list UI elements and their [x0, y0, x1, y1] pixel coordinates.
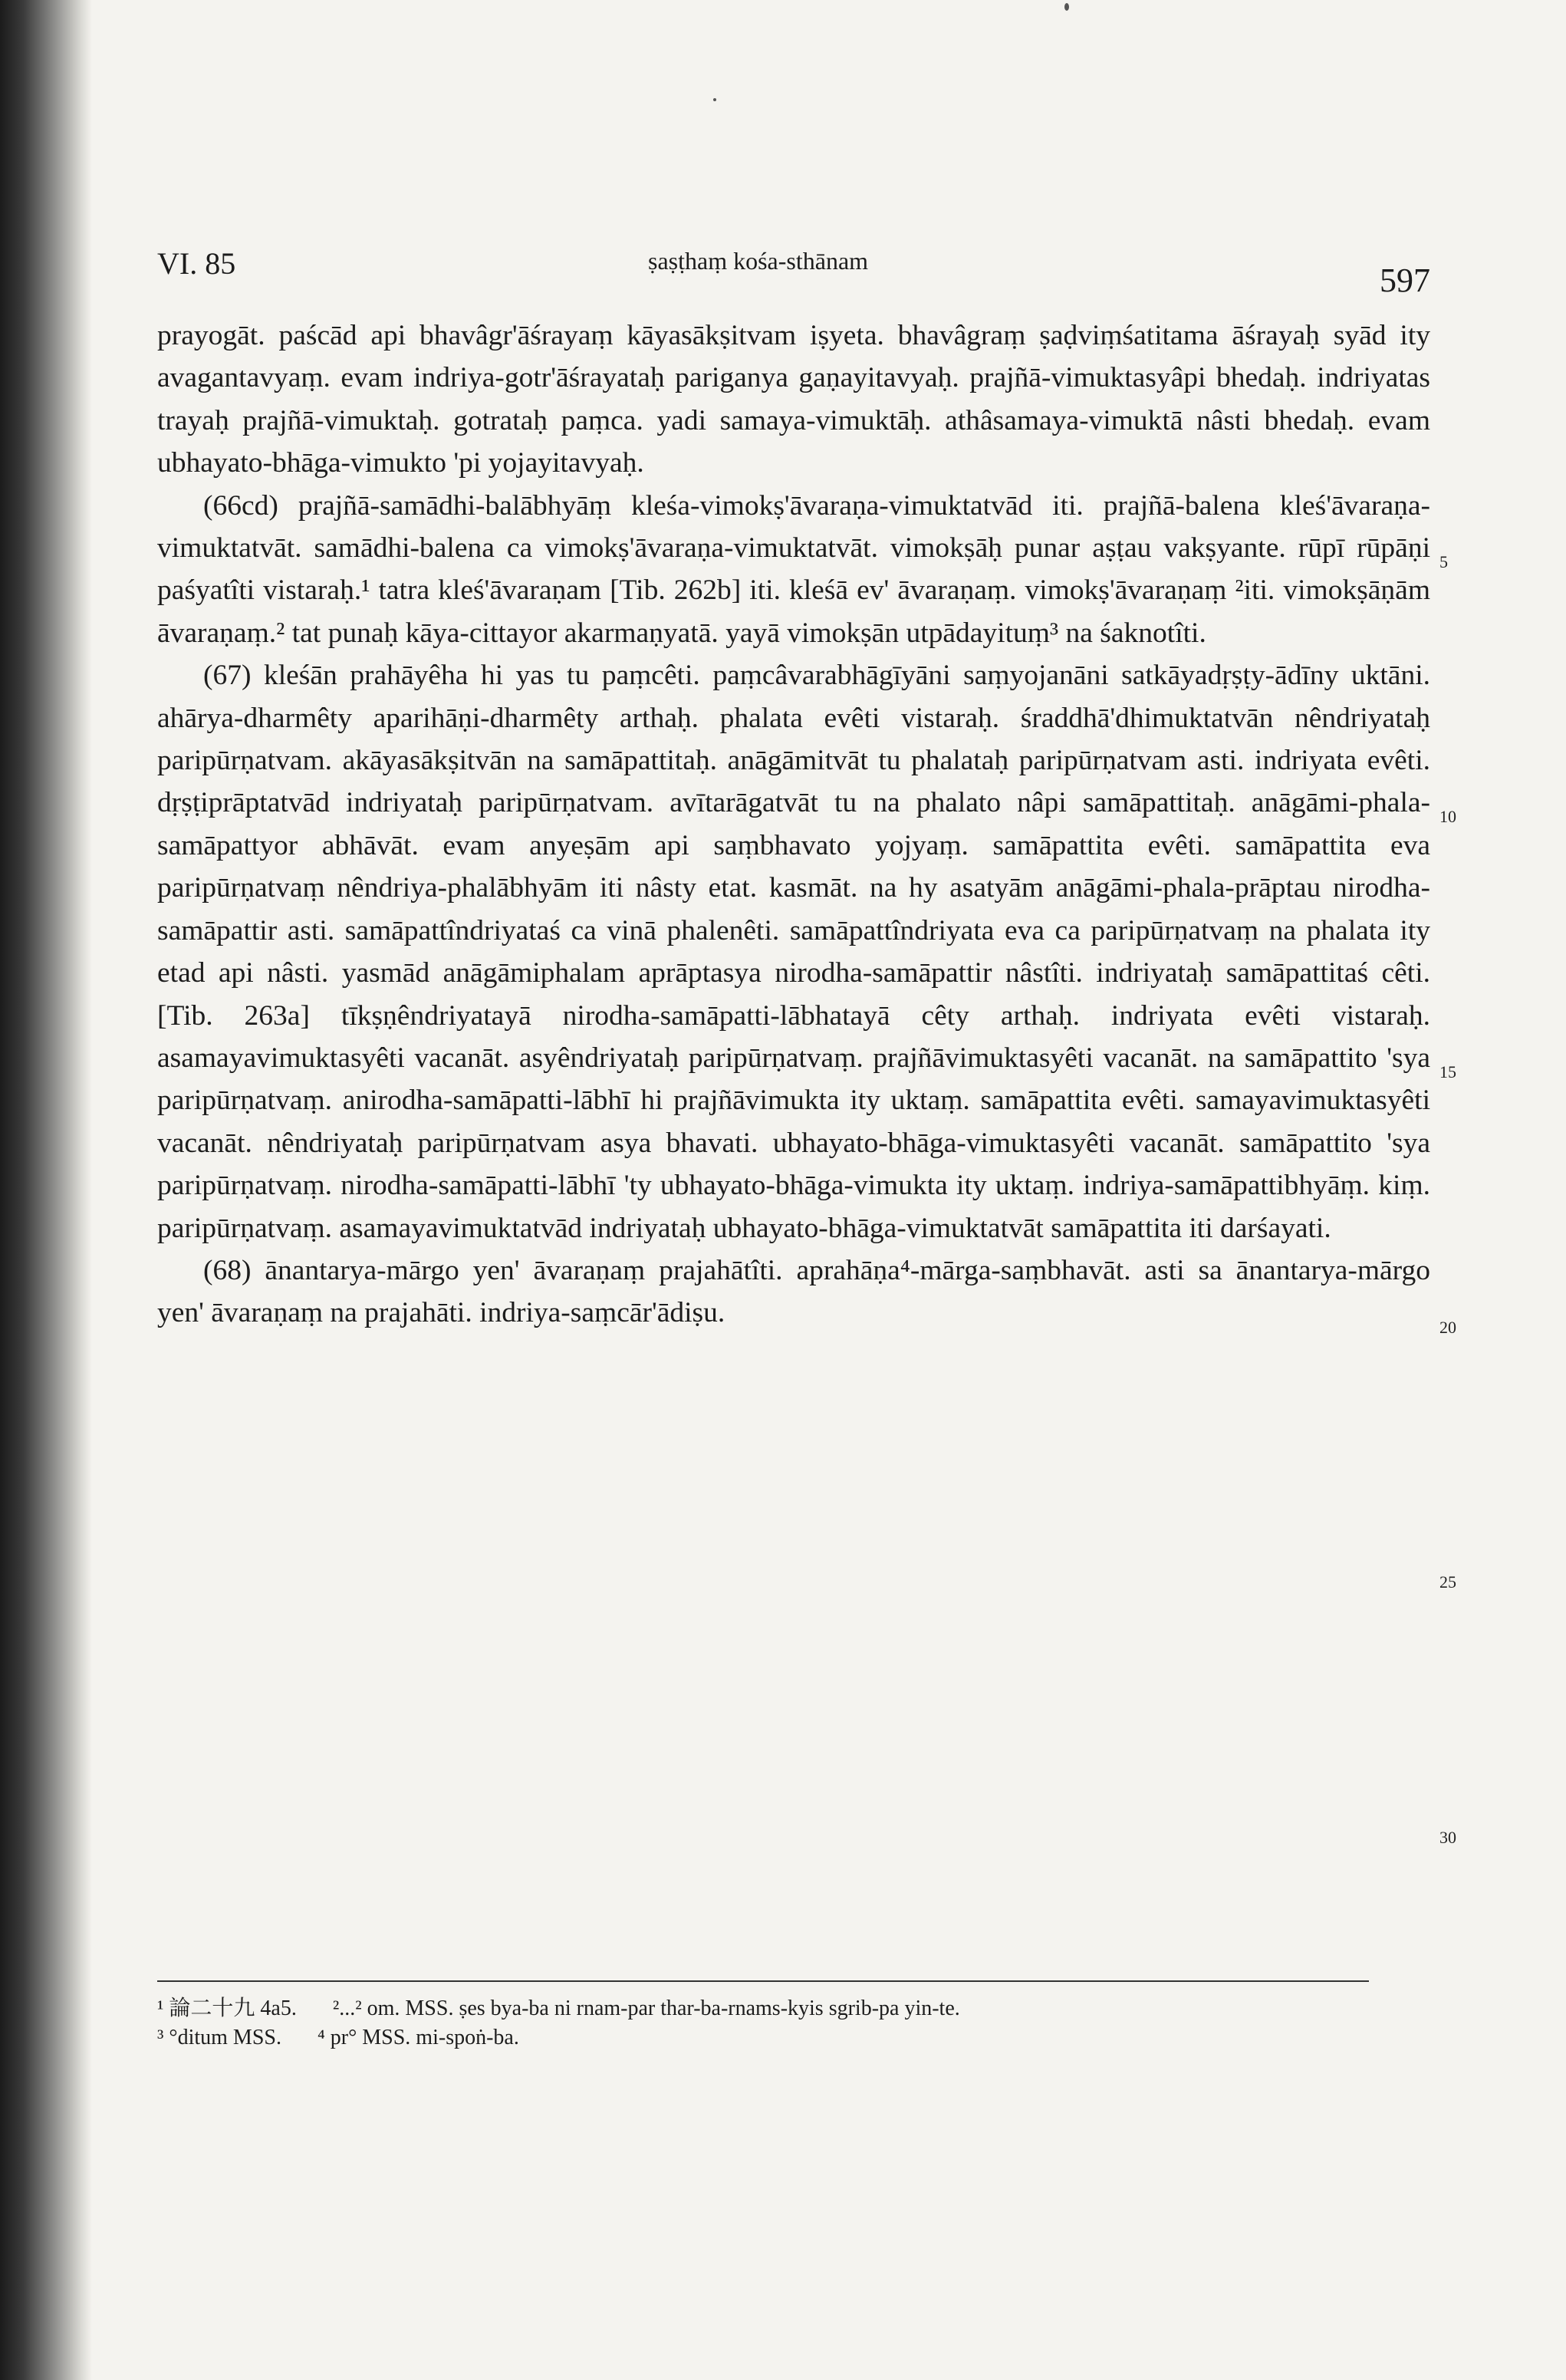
paragraph-66cd: (66cd) prajñā-samādhi-balābhyāṃ kleśa-vimokṣ'āvaraṇa-vimuktatvād iti. prajñā-balena kleś'āvaraṇa-vimuktatvāt. samādhi-balena ca vimokṣ'āvaraṇa-vimuktatvāt. vimokṣāḥ punar aṣṭau vakṣyante. rūpī rūpāṇi paśyatîti vistaraḥ.¹ tatra kleś'āvaraṇam [Tib. 262b] iti. kleśā ev' āvaraṇaṃ. vimokṣ'āvaraṇaṃ ²iti. vimokṣāṇām āvaraṇaṃ.² tat punaḥ kāya-cittayor akarmaṇyatā. yayā vimokṣān utpādayituṃ³ na śaknotîti. — [157, 489, 1430, 649]
page-number: 597 — [1380, 262, 1430, 299]
footnotes — [157, 1994, 1430, 2052]
paragraph-1: prayogāt. paścād api bhavâgr'āśrayaṃ kāyasākṣitvam iṣyeta. bhavâgraṃ ṣaḍviṃśatitama āśrayaḥ syād ity avagantavyaṃ. evam indriya-gotr'āśrayataḥ pariganya gaṇayitavyaḥ. prajñā-vimuktasyâpi bhedaḥ. indriyatas trayaḥ prajñā-vimuktaḥ. gotrataḥ paṃca. yadi samaya-vimuktāḥ. athâsamaya-vimuktā nâsti bhedaḥ. evam ubhayato-bhāga-vimukto 'pi yojayitavyaḥ. — [157, 320, 1430, 479]
line-number: 10 — [1439, 807, 1456, 826]
footnote-row — [157, 2023, 1430, 2052]
line-number: 25 — [1439, 1572, 1456, 1592]
footnote-4: ⁴ pr° MSS. mi-spoṅ-ba. — [317, 2026, 519, 2049]
footnote-1: ¹ 論二十九 4a5. — [157, 1997, 297, 2020]
paragraph-67: (67) kleśān prahāyêha hi yas tu paṃcêti. paṃcâvarabhāgīyāni saṃyojanāni satkāyadṛṣṭy-ādīny uktāni. ahārya-dharmêty aparihāṇi-dharmêty arthaḥ. phalata evêti vistaraḥ. śraddhā'dhimuktatvān nêndriyataḥ paripūrṇatvam. akāyasākṣitvān na samāpattitaḥ. anāgāmitvāt tu phalataḥ paripūrṇatvam asti. indriyata evêti. dṛṣṭiprāptatvād indriyataḥ paripūrṇatvam. avītarāgatvāt tu na phalato nâpi samāpattitaḥ. anāgāmi-phala-samāpattyor abhāvāt. evam anyeṣām api saṃbhavato yojyaṃ. samāpattita evêti. samāpattita eva paripūrṇatvaṃ nêndriya-phalābhyām iti nâsty etat. kasmāt. na hy asatyām anāgāmi-phala-prāptau nirodha-samāpattir asti. samāpattîndriyataś ca vinā phalenêti. samāpattîndriyata eva ca paripūrṇatvaṃ na phalata ity etad api nâsti. yasmād anāgāmiphalam aprāptasya nirodha-samāpattir nâstîti. indriyataḥ samāpattitaś cêti. [Tib. 263a] tīkṣṇêndriyatayā nirodha-samāpatti-lābhatayā cêty arthaḥ. indriyata evêti vistaraḥ. asamayavimuktasyêti vacanāt. asyêndriyataḥ paripūrṇatvaṃ. prajñāvimuktasyêti vacanāt. na samāpattito 'sya paripūrṇatvaṃ. anirodha-samāpatti-lābhī hi prajñāvimukta ity uktaṃ. samāpattita evêti. samayavimuktasyêti vacanāt. nêndriyataḥ paripūrṇatvam asya bhavati. ubhayato-bhāga-vimuktasyêti vacanāt. samāpattito 'sya paripūrṇatvaṃ. nirodha-samāpatti-lābhī 'ty ubhayato-bhāga-vimukta ity uktaṃ. indriya-samāpattibhyāṃ. kiṃ. paripūrṇatvaṃ. asamayavimuktatvād indriyataḥ ubhayato-bhāga-vimuktatvāt samāpattita iti darśayati. — [157, 660, 1430, 1244]
footnote-3: ³ °ditum MSS. — [157, 2026, 281, 2049]
scan-speck — [1064, 3, 1069, 11]
page — [157, 230, 1456, 2049]
book-spine-shadow — [0, 0, 92, 2380]
chapter-reference: VI. 85 — [157, 246, 236, 281]
running-header — [157, 230, 1430, 314]
footnote-2: ²...² om. MSS. ṣes bya-ba ni rnam-par thar-ba-rnams-kyis sgrib-pa yin-te. — [332, 1997, 960, 2020]
footnote-rule — [157, 1980, 1369, 1982]
line-number: 30 — [1439, 1828, 1456, 1847]
main-text — [157, 314, 1430, 1335]
scan-speck — [713, 98, 716, 101]
line-number: 15 — [1439, 1062, 1456, 1081]
line-number: 20 — [1439, 1318, 1456, 1337]
running-title: ṣaṣṭhaṃ kośa-sthānam — [648, 247, 869, 275]
paragraph-68: (68) ānantarya-mārgo yen' āvaraṇaṃ prajahātîti. aprahāṇa⁴-mārga-saṃbhavāt. asti sa ānantarya-mārgo yen' āvaraṇaṃ na prajahāti. indriya-saṃcār'ādiṣu. — [157, 1254, 1430, 1329]
line-number: 5 — [1439, 552, 1448, 571]
footnote-row — [157, 1994, 1430, 2023]
